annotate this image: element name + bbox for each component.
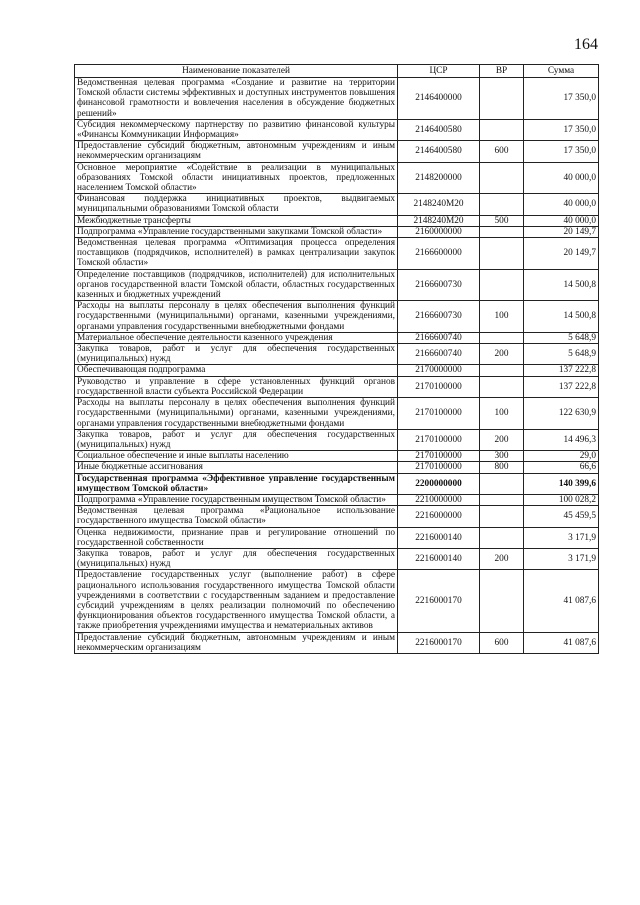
cell-name: Ведомственная целевая программа «Создание и развитие на территории Томской области системы эффективных и доступных инструментов повышения финансовой грамотности и вовлечения населения в обсуждение бюджетных решений» — [75, 78, 398, 120]
cell-csr: 2166600740 — [398, 332, 480, 343]
cell-name: Межбюджетные трансферты — [75, 215, 398, 226]
table-row — [75, 162, 599, 194]
cell-name: Подпрограмма «Управление государственными закупками Томской области» — [75, 226, 398, 237]
page-number: 164 — [574, 36, 598, 53]
table-row — [75, 506, 599, 527]
cell-csr: 2216000140 — [398, 548, 480, 569]
table-row — [75, 269, 599, 301]
header-sum: Сумма — [524, 65, 599, 78]
cell-name: Обеспечивающая подпрограмма — [75, 365, 398, 376]
cell-sum: 40 000,0 — [524, 215, 599, 226]
table-header-row — [75, 65, 599, 78]
cell-csr: 2166600740 — [398, 344, 480, 365]
table-row — [75, 332, 599, 343]
cell-name: Закупка товаров, работ и услуг для обеспечения государственных (муниципальных) нужд — [75, 344, 398, 365]
table-row — [75, 494, 599, 505]
cell-sum: 137 222,8 — [524, 365, 599, 376]
cell-sum: 40 000,0 — [524, 194, 599, 215]
table-row — [75, 365, 599, 376]
table-row — [75, 429, 599, 450]
header-csr: ЦСР — [398, 65, 480, 78]
cell-sum: 5 648,9 — [524, 332, 599, 343]
cell-vr: 200 — [480, 344, 524, 365]
cell-sum: 137 222,8 — [524, 376, 599, 397]
cell-name: Субсидия некоммерческому партнерству по развитию финансовой культуры «Финансы Коммуникации Информация» — [75, 119, 398, 140]
cell-csr: 2166600730 — [398, 269, 480, 301]
cell-vr: 200 — [480, 548, 524, 569]
table-row — [75, 527, 599, 548]
cell-sum: 20 149,7 — [524, 238, 599, 270]
cell-name: Расходы на выплаты персоналу в целях обеспечения выполнения функций государственными (муниципальными) органами, казенными учреждениями, органами управления государственными внебюджетными фондами — [75, 398, 398, 430]
cell-sum: 41 087,6 — [524, 570, 599, 632]
cell-sum: 17 350,0 — [524, 141, 599, 162]
cell-csr: 2170000000 — [398, 365, 480, 376]
cell-name: Определение поставщиков (подрядчиков, исполнителей) для исполнительных органов государственной власти Томской области, областных государственных казенных и бюджетных учреждений — [75, 269, 398, 301]
cell-vr: 100 — [480, 398, 524, 430]
cell-name: Ведомственная целевая программа «Рациональное использование государственного имущества Томской области» — [75, 506, 398, 527]
cell-vr — [480, 119, 524, 140]
cell-vr: 800 — [480, 462, 524, 473]
cell-sum: 17 350,0 — [524, 78, 599, 120]
cell-csr: 2170100000 — [398, 398, 480, 430]
cell-sum: 100 028,2 — [524, 494, 599, 505]
cell-vr: 100 — [480, 301, 524, 333]
cell-vr — [480, 162, 524, 194]
cell-name: Основное мероприятие «Содействие в реализации в муниципальных образованиях Томской области инициативных проектов, предложенных населением Томской области» — [75, 162, 398, 194]
cell-csr: 2216000000 — [398, 506, 480, 527]
cell-vr — [480, 527, 524, 548]
cell-name: Предоставление государственных услуг (выполнение работ) в сфере рационального использования государственного имущества Томской области учреждениями в соответствии с государственным заданием и предоставление субсидий учреждениям в целях реализации полномочий по обеспечению функционирования объектов государственного имущества Томской области, а также приобретения учреждениями имущества и нематериальных активов — [75, 570, 398, 632]
table-row — [75, 548, 599, 569]
cell-csr: 2146400580 — [398, 119, 480, 140]
cell-csr: 2166600730 — [398, 301, 480, 333]
cell-vr: 600 — [480, 632, 524, 653]
cell-sum: 3 171,9 — [524, 527, 599, 548]
cell-name: Закупка товаров, работ и услуг для обеспечения государственных (муниципальных) нужд — [75, 429, 398, 450]
cell-csr: 2146400000 — [398, 78, 480, 120]
cell-name: Закупка товаров, работ и услуг для обеспечения государственных (муниципальных) нужд — [75, 548, 398, 569]
cell-sum: 40 000,0 — [524, 162, 599, 194]
cell-name: Расходы на выплаты персоналу в целях обеспечения выполнения функций государственными (муниципальными) органами, казенными учреждениями, органами управления государственными внебюджетными фондами — [75, 301, 398, 333]
table-row — [75, 398, 599, 430]
budget-table — [74, 64, 599, 654]
cell-vr — [480, 365, 524, 376]
cell-vr: 600 — [480, 141, 524, 162]
table-row — [75, 473, 599, 494]
cell-sum: 140 399,6 — [524, 473, 599, 494]
table-row — [75, 194, 599, 215]
table-row — [75, 215, 599, 226]
cell-name: Подпрограмма «Управление государственным имуществом Томской области» — [75, 494, 398, 505]
cell-sum: 122 630,9 — [524, 398, 599, 430]
cell-csr: 2170100000 — [398, 376, 480, 397]
header-name: Наименование показателей — [75, 65, 398, 78]
cell-vr — [480, 226, 524, 237]
cell-sum: 14 500,8 — [524, 301, 599, 333]
cell-csr: 2146400580 — [398, 141, 480, 162]
cell-csr: 2200000000 — [398, 473, 480, 494]
cell-vr — [480, 570, 524, 632]
cell-vr — [480, 238, 524, 270]
cell-vr: 200 — [480, 429, 524, 450]
cell-sum: 17 350,0 — [524, 119, 599, 140]
cell-vr — [480, 332, 524, 343]
cell-csr: 2170100000 — [398, 451, 480, 462]
cell-csr: 2216000140 — [398, 527, 480, 548]
cell-csr: 2160000000 — [398, 226, 480, 237]
cell-name: Предоставление субсидий бюджетным, автономным учреждениям и иным некоммерческим организациям — [75, 141, 398, 162]
cell-name: Предоставление субсидий бюджетным, автономным учреждениям и иным некоммерческим организациям — [75, 632, 398, 653]
table-row — [75, 301, 599, 333]
cell-name: Оценка недвижимости, признание прав и регулирование отношений по государственной собственности — [75, 527, 398, 548]
cell-name: Социальное обеспечение и иные выплаты населению — [75, 451, 398, 462]
cell-sum: 3 171,9 — [524, 548, 599, 569]
cell-vr: 300 — [480, 451, 524, 462]
table-row — [75, 632, 599, 653]
cell-csr: 2210000000 — [398, 494, 480, 505]
cell-csr: 2216000170 — [398, 570, 480, 632]
cell-csr: 2216000170 — [398, 632, 480, 653]
cell-name: Руководство и управление в сфере установленных функций органов государственной власти субъекта Российской Федерации — [75, 376, 398, 397]
cell-sum: 66,6 — [524, 462, 599, 473]
table-row — [75, 238, 599, 270]
cell-vr — [480, 376, 524, 397]
table-row — [75, 226, 599, 237]
cell-csr: 2148240M20 — [398, 194, 480, 215]
header-vr: ВР — [480, 65, 524, 78]
cell-csr: 2170100000 — [398, 462, 480, 473]
cell-sum: 5 648,9 — [524, 344, 599, 365]
cell-vr — [480, 194, 524, 215]
cell-vr — [480, 269, 524, 301]
cell-sum: 41 087,6 — [524, 632, 599, 653]
table-row — [75, 141, 599, 162]
cell-name: Материальное обеспечение деятельности казенного учреждения — [75, 332, 398, 343]
cell-name: Государственная программа «Эффективное управление государственным имуществом Томской области» — [75, 473, 398, 494]
cell-sum: 29,0 — [524, 451, 599, 462]
cell-vr: 500 — [480, 215, 524, 226]
cell-csr: 2148240M20 — [398, 215, 480, 226]
table-row — [75, 462, 599, 473]
cell-sum: 14 500,8 — [524, 269, 599, 301]
cell-name: Финансовая поддержка инициативных проектов, выдвигаемых муниципальными образованиями Томской области — [75, 194, 398, 215]
cell-vr — [480, 78, 524, 120]
table-row — [75, 376, 599, 397]
table-row — [75, 344, 599, 365]
cell-sum: 45 459,5 — [524, 506, 599, 527]
cell-csr: 2166600000 — [398, 238, 480, 270]
cell-sum: 14 496,3 — [524, 429, 599, 450]
cell-vr — [480, 494, 524, 505]
cell-vr — [480, 473, 524, 494]
cell-vr — [480, 506, 524, 527]
table-row — [75, 570, 599, 632]
cell-csr: 2170100000 — [398, 429, 480, 450]
cell-name: Ведомственная целевая программа «Оптимизация процесса определения поставщиков (подрядчиков, исполнителей) в рамках централизации закупок Томской области» — [75, 238, 398, 270]
table-row — [75, 78, 599, 120]
table-row — [75, 119, 599, 140]
cell-sum: 20 149,7 — [524, 226, 599, 237]
table-row — [75, 451, 599, 462]
cell-name: Иные бюджетные ассигнования — [75, 462, 398, 473]
cell-csr: 2148200000 — [398, 162, 480, 194]
